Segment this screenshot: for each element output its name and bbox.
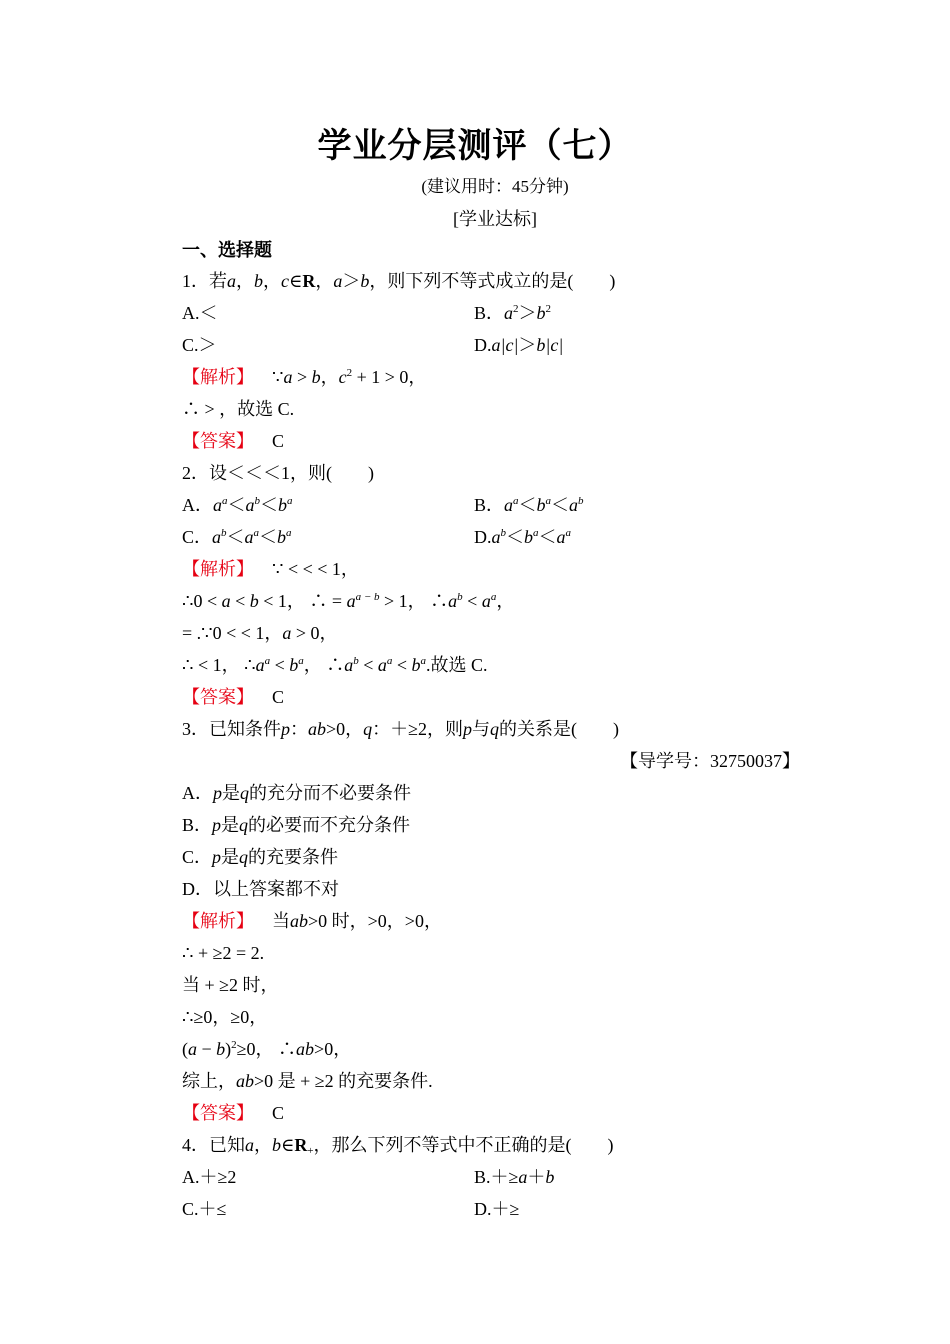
q4-option-d: D.＋≥ xyxy=(474,1199,520,1219)
answer-label: 【答案】 xyxy=(182,1103,254,1124)
q2-answer: 【答案】 C xyxy=(182,687,285,708)
q3-stem: 3．已知条件p：ab>0，q：＋≥2，则p与q的关系是( ) xyxy=(182,719,620,739)
q3-answer: 【答案】 C xyxy=(182,1103,285,1124)
q4-option-c: C.＋≤ xyxy=(182,1199,227,1219)
q3-option-b: B．p是q的必要而不充分条件 xyxy=(182,815,411,835)
q3-analysis-line1: 【解析】 当ab>0 时，>0，>0， xyxy=(182,911,442,932)
q2-analysis-line2: ∴0 < a < b < 1， ∴ = $a^{a - b} > 1$， $\therefore a^b < a^a$， xyxy=(182,591,515,611)
q2-option-d: $D.a^b<b^a<a^a$ xyxy=(474,527,571,547)
analysis-label: 【解析】 xyxy=(182,911,254,932)
q1-stem: 1．若a，b，c∈R，a＞b，则下列不等式成立的是( ) xyxy=(182,271,616,291)
q4-option-a: A.＋≥2 xyxy=(182,1167,237,1187)
q4-stem: 4．已知a，$b\in R_+$，那么下列不等式中不正确的是( ) xyxy=(182,1135,614,1157)
q1-analysis-line2: ∴ > ，故选 C. xyxy=(182,399,295,419)
q1-option-c: C.＞ xyxy=(182,335,217,355)
q3-option-d: D．以上答案都不对 xyxy=(182,879,339,899)
time-hint: (建议用时：45分钟) xyxy=(421,177,569,196)
answer-label: 【答案】 xyxy=(182,431,254,452)
q2-option-c: C．$a^b<a^a<b^a$ xyxy=(182,527,292,547)
q1-option-d: D.a|c|＞b|c| xyxy=(474,335,564,355)
analysis-label: 【解析】 xyxy=(182,559,254,580)
guide-number: 【导学号：32750037】 xyxy=(620,751,800,771)
q1-answer: 【答案】 C xyxy=(182,431,285,452)
q3-option-c: C．p是q的充要条件 xyxy=(182,847,339,867)
q2-analysis-line3: = .∵0 < < 1，a > 0， xyxy=(182,623,338,643)
q3-option-a: A．p是q的充分而不必要条件 xyxy=(182,783,411,803)
answer-label: 【答案】 xyxy=(182,687,254,708)
analysis-label: 【解析】 xyxy=(182,367,254,388)
q4-option-b: B.＋≥a＋b xyxy=(474,1167,555,1187)
q1-option-a: A.＜ xyxy=(182,303,218,323)
part-heading: 一、选择题 xyxy=(182,240,272,261)
q1-option-b: B．$a^2>b^2$ xyxy=(474,303,552,323)
q3-analysis-line5: $(a - b)^2\ge 0$， ∴ab>0， xyxy=(182,1039,352,1059)
q2-option-b: B．$a^a<b^a<a^b$ xyxy=(474,495,584,515)
section-label: [学业达标] xyxy=(453,209,537,229)
q3-analysis-line6: 综上，ab>0 是 + ≥2 的充要条件. xyxy=(182,1071,433,1091)
q2-analysis-line1: 【解析】 ∵ < < < 1， xyxy=(182,559,359,580)
q2-option-a: A．$a^a<a^b<b^a$ xyxy=(182,495,293,515)
q2-analysis-line4: ∴ < 1， $\therefore a^a < b^a$， $\therefore a^b < a^a < b^a$.故选 C. xyxy=(182,655,488,675)
q1-analysis-line1: 【解析】 ∵a > b，$c^2 + 1 > 0$， xyxy=(182,367,427,388)
q2-stem: 2．设＜＜＜1，则( ) xyxy=(182,463,374,483)
q3-analysis-line4: ∴≥0，≥0， xyxy=(182,1007,268,1027)
page-title: 学业分层测评（七） xyxy=(317,126,633,166)
q3-analysis-line2: ∴ + ≥2 = 2. xyxy=(182,943,265,963)
q3-analysis-line3: 当 + ≥2 时， xyxy=(182,975,279,995)
